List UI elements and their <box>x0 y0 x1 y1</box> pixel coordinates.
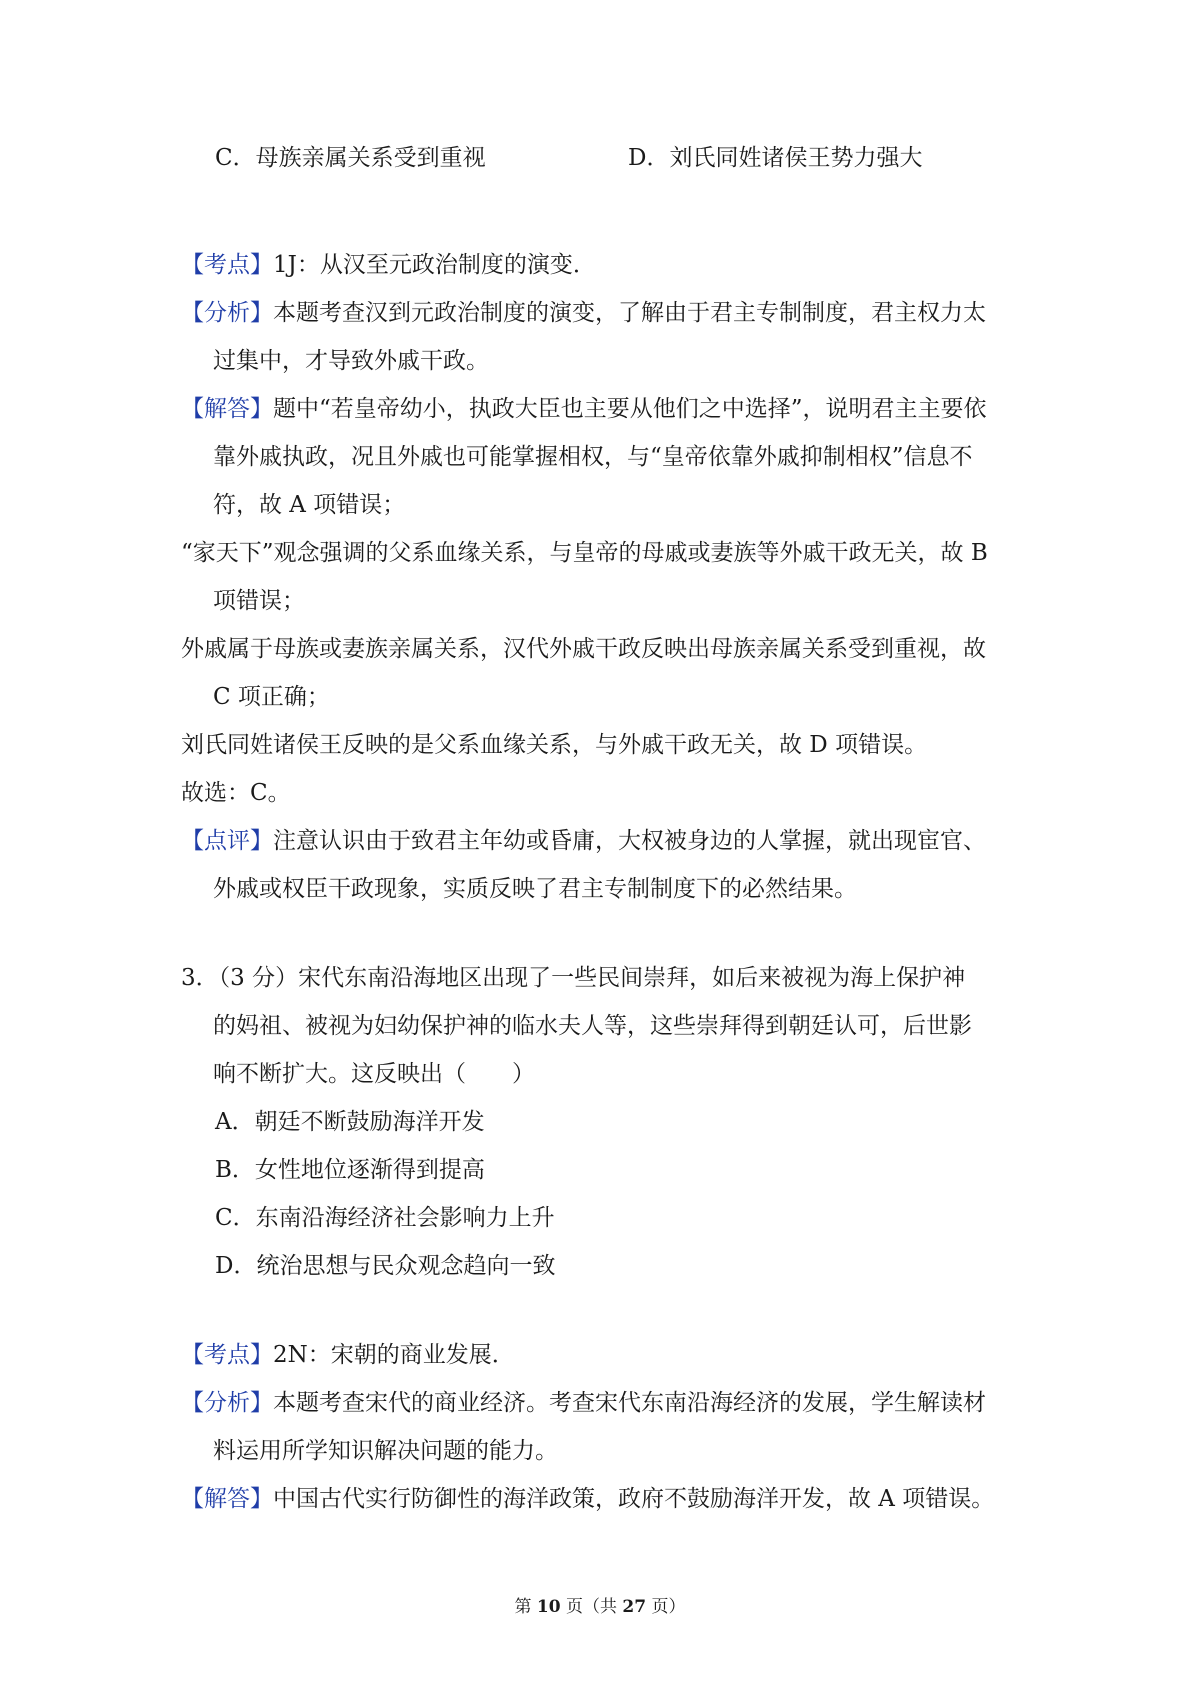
q2-kaodian <box>181 247 596 283</box>
q2-d-line: 刘氏同姓诸侯王反映的是父系血缘关系，与外戚干政无关，故 D 项错误。 <box>181 732 928 758</box>
q2-option-c: C．母族亲属关系受到重视 <box>215 145 486 171</box>
q3-stem-line3: 响不断扩大。这反映出（ ） <box>213 1061 535 1087</box>
q3-stem-line1: 3．（3 分）宋代东南沿海地区出现了一些民间崇拜，如后来被视为海上保护神 <box>181 965 966 991</box>
fenxi-tag: 【分析】 <box>181 1390 273 1416</box>
q2-jieda-line3: 符，故 A 项错误； <box>213 492 406 518</box>
kaodian-tag: 【考点】 <box>181 1342 273 1368</box>
q2-c-line2: C 项正确； <box>213 684 330 710</box>
page-footer: 第 10 页（共 27 页） <box>514 1597 686 1617</box>
kaodian-tag: 【考点】 <box>181 252 273 278</box>
q2-jieda-line1: 【解答】题中“若皇帝幼小，执政大臣也主要从他们之中选择”，说明君主主要依 <box>181 396 987 422</box>
q3-stem-line2: 的妈祖、被视为妇幼保护神的临水夫人等，这些崇拜得到朝廷认可，后世影 <box>213 1013 972 1039</box>
q2-dianping-line1: 【点评】注意认识由于致君主年幼或昏庸，大权被身边的人掌握，就出现宦官、 <box>181 828 986 854</box>
kaodian-text: 1J：从汉至元政治制度的演变． <box>273 252 596 278</box>
q3-kaodian: 【考点】2N：宋朝的商业发展． <box>181 1342 515 1368</box>
q3-option-b: B．女性地位逐渐得到提高 <box>215 1157 485 1183</box>
q3-option-a: A．朝廷不断鼓励海洋开发 <box>215 1109 485 1135</box>
page-number: 10 <box>536 1597 561 1617</box>
q3-fenxi-line1: 【分析】本题考查宋代的商业经济。考查宋代东南沿海经济的发展，学生解读材 <box>181 1390 986 1416</box>
q2-fenxi-line1: 【分析】本题考查汉到元政治制度的演变，了解由于君主专制制度，君主权力太 <box>181 300 986 326</box>
q2-option-d: D．刘氏同姓诸侯王势力强大 <box>628 145 923 171</box>
q3-option-d: D．统治思想与民众观念趋向一致 <box>215 1253 556 1279</box>
q3-option-c: C．东南沿海经济社会影响力上升 <box>215 1205 555 1231</box>
jieda-tag: 【解答】 <box>181 396 273 422</box>
q2-b-line1: “家天下”观念强调的父系血缘关系，与皇帝的母戚或妻族等外戚干政无关，故 B <box>181 540 988 566</box>
q2-jieda-line2: 靠外戚执政，况且外戚也可能掌握相权，与“皇帝依靠外戚抑制相权”信息不 <box>213 444 973 470</box>
q3-fenxi-line2: 料运用所学知识解决问题的能力。 <box>213 1438 558 1464</box>
q3-jieda-line1: 【解答】中国古代实行防御性的海洋政策，政府不鼓励海洋开发，故 A 项错误。 <box>181 1486 995 1512</box>
q2-dianping-line2: 外戚或权臣干政现象，实质反映了君主专制制度下的必然结果。 <box>213 876 857 902</box>
q2-fenxi-line2: 过集中，才导致外戚干政。 <box>213 348 489 374</box>
q2-answer: 故选：C。 <box>181 780 291 806</box>
q2-c-line1: 外戚属于母族或妻族亲属关系，汉代外戚干政反映出母族亲属关系受到重视，故 <box>181 636 986 662</box>
fenxi-tag: 【分析】 <box>181 300 273 326</box>
dianping-tag: 【点评】 <box>181 828 273 854</box>
jieda-tag: 【解答】 <box>181 1486 273 1512</box>
q2-b-line2: 项错误； <box>213 588 305 614</box>
total-pages: 27 <box>622 1597 647 1617</box>
